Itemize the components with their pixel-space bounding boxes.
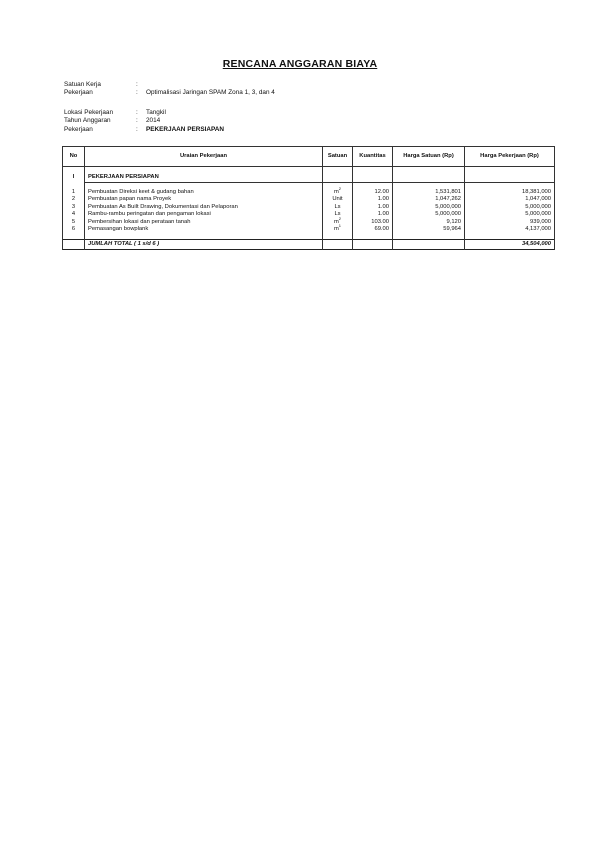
cell-no-text: 3 — [71, 203, 76, 210]
cell-uraian — [85, 226, 323, 233]
cell-kuantitas-text: 1.00 — [377, 196, 389, 203]
unit-superscript: 1 — [338, 223, 342, 229]
cell-kuantitas-text: 12.00 — [374, 189, 389, 195]
cell-satuan-text: m — [333, 226, 339, 233]
header-harga-pekerjaan: Harga Pekerjaan (Rp) — [465, 147, 555, 167]
cell-harga-satuan-text: 5,000,000 — [435, 203, 461, 210]
info-value: 2014 — [146, 117, 161, 125]
cell-kuantitas-text: 1.00 — [377, 211, 389, 218]
info-row-pekerjaan — [64, 89, 275, 97]
cell-harga-pekerjaan-text: 18,381,000 — [521, 189, 551, 195]
cell-no — [63, 219, 85, 226]
info-colon: : — [136, 109, 138, 116]
cell-harga-pekerjaan-text: 1,047,000 — [525, 196, 551, 203]
cell-kuantitas-text: 69.00 — [374, 226, 389, 233]
cell-satuan-text: m — [333, 218, 339, 225]
cell-harga-pekerjaan — [465, 189, 555, 196]
cell-no-text: 2 — [71, 196, 76, 203]
cell-kuantitas-text: 1.00 — [377, 203, 389, 210]
cell-harga-pekerjaan — [465, 219, 555, 226]
header-no: No — [63, 147, 85, 167]
table-row — [63, 204, 555, 211]
cell-kuantitas — [353, 189, 393, 196]
cell-harga-satuan — [393, 189, 465, 196]
cell-no — [63, 204, 85, 211]
cell-satuan — [323, 223, 353, 233]
cell-uraian — [85, 211, 323, 218]
cell-no — [63, 211, 85, 218]
header-kuantitas: Kuantitas — [353, 147, 393, 167]
cell-harga-satuan — [393, 204, 465, 211]
cell-kuantitas — [353, 219, 393, 226]
cell-harga-pekerjaan — [465, 204, 555, 211]
table-row — [63, 226, 555, 233]
table-row — [63, 219, 555, 226]
budget-table — [62, 146, 555, 250]
cell-harga-satuan-text: 9,120 — [446, 218, 461, 225]
cell-kuantitas — [353, 196, 393, 203]
cell-satuan — [323, 186, 353, 196]
cell-kuantitas — [353, 211, 393, 218]
info-row-tahun-anggaran — [64, 117, 224, 125]
info-colon: : — [136, 117, 138, 125]
header-satuan: Satuan — [323, 147, 353, 167]
info-block-work-unit — [64, 81, 275, 98]
cell-harga-pekerjaan — [465, 196, 555, 203]
total-label: JUMLAH TOTAL ( 1 s/d 6 ) — [85, 240, 323, 250]
cell-uraian-text: Pembuatan Direksi keet & gudang bahan — [88, 189, 194, 195]
table-row — [63, 211, 555, 218]
total-value: 34,504,000 — [465, 240, 555, 250]
cell-satuan-text: Ls — [334, 211, 341, 218]
header-uraian: Uraian Pekerjaan — [85, 147, 323, 167]
page-title: RENCANA ANGGARAN BIAYA — [222, 58, 378, 70]
info-row-lokasi — [64, 109, 224, 117]
cell-uraian — [85, 219, 323, 226]
cell-uraian-text: Pembuatan papan nama Proyek — [88, 196, 172, 203]
info-row-pekerjaan-section — [64, 126, 224, 134]
cell-no — [63, 189, 85, 196]
total-row — [63, 240, 555, 250]
cell-kuantitas-text: 103.00 — [371, 218, 389, 225]
cell-no — [63, 196, 85, 203]
cell-kuantitas — [353, 204, 393, 211]
info-value: Tangkil — [146, 109, 166, 116]
table-row — [63, 196, 555, 203]
cell-satuan-text: Ls — [334, 203, 341, 210]
cell-uraian — [85, 196, 323, 203]
section-no: I — [63, 173, 85, 183]
cell-no-text: 5 — [71, 218, 76, 225]
cell-harga-satuan — [393, 226, 465, 233]
cell-satuan — [323, 215, 353, 229]
cell-harga-satuan — [393, 211, 465, 218]
cell-uraian-text: Pembuatan As Built Drawing, Dokumentasi dan Pelaporan — [88, 203, 238, 210]
unit-superscript: 2 — [338, 215, 342, 221]
cell-no — [63, 226, 85, 233]
cell-kuantitas — [353, 226, 393, 233]
cell-satuan — [323, 204, 353, 211]
cell-no-text: 6 — [71, 226, 76, 233]
header-harga-satuan: Harga Satuan (Rp) — [393, 147, 465, 167]
cell-satuan-text: Unit — [332, 196, 343, 203]
section-row — [63, 173, 555, 183]
info-value: Optimalisasi Jaringan SPAM Zona 1, 3, dan 4 — [146, 89, 275, 97]
info-row-satuan-kerja — [64, 81, 275, 89]
cell-no-text: 1 — [71, 189, 76, 195]
cell-harga-pekerjaan — [465, 211, 555, 218]
cell-satuan-text: m — [333, 189, 339, 195]
cell-uraian-text: Rambu-rambu peringatan dan pengaman lokasi — [88, 211, 211, 218]
info-label: Satuan Kerja — [64, 81, 101, 88]
info-block-location — [64, 109, 224, 134]
cell-harga-satuan-text: 59,964 — [443, 226, 461, 233]
cell-harga-pekerjaan-text: 4,137,000 — [525, 226, 551, 233]
cell-harga-pekerjaan-text: 939,000 — [530, 218, 551, 225]
info-colon: : — [136, 89, 138, 97]
table-row — [63, 189, 555, 196]
cell-harga-satuan — [393, 196, 465, 203]
cell-harga-satuan — [393, 219, 465, 226]
cell-uraian-text: Pembersihan lokasi dan perataan tanah — [88, 218, 191, 225]
cell-harga-pekerjaan-text: 5,000,000 — [525, 211, 551, 218]
info-label: Pekerjaan — [64, 89, 93, 97]
cell-uraian — [85, 204, 323, 211]
unit-superscript: 2 — [338, 186, 342, 192]
info-colon: : — [136, 125, 138, 133]
cell-uraian — [85, 189, 323, 196]
cell-no-text: 4 — [71, 211, 76, 218]
info-label: Tahun Anggaran — [64, 117, 111, 125]
table-header-row — [63, 147, 555, 167]
cell-harga-satuan-text: 5,000,000 — [435, 211, 461, 218]
info-value: PEKERJAAN PERSIAPAN — [146, 125, 225, 133]
cell-harga-pekerjaan-text: 5,000,000 — [525, 203, 551, 210]
cell-harga-satuan-text: 1,531,801 — [435, 189, 461, 195]
cell-satuan — [323, 196, 353, 203]
section-label: PEKERJAAN PERSIAPAN — [85, 173, 323, 183]
cell-uraian-text: Pemasangan bowplank — [88, 226, 149, 233]
cell-harga-satuan-text: 1,047,262 — [435, 196, 461, 203]
info-label: Lokasi Pekerjaan — [64, 109, 114, 116]
cell-satuan — [323, 211, 353, 218]
info-colon: : — [136, 81, 138, 88]
cell-harga-pekerjaan — [465, 226, 555, 233]
info-label: Pekerjaan — [64, 125, 93, 133]
